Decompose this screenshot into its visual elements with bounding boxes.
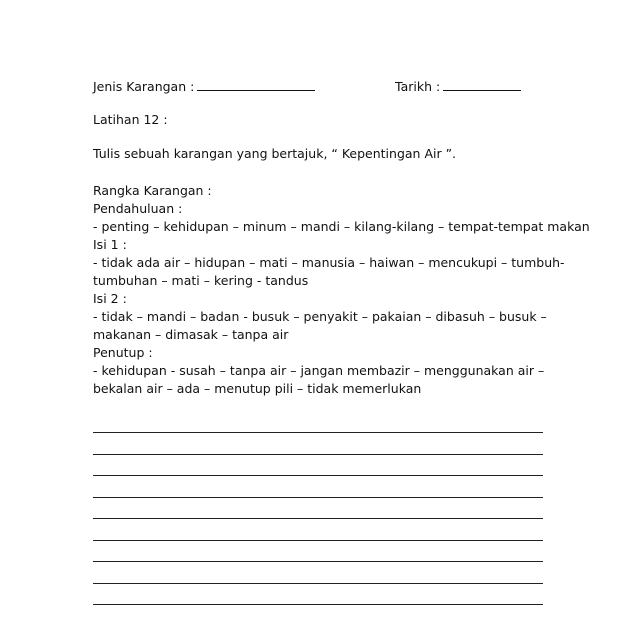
writing-line: [93, 432, 543, 433]
tarikh-label: Tarikh :: [395, 79, 441, 94]
outline-line: tumbuhan – mati – kering - tandus: [93, 273, 309, 288]
outline-line: Isi 2 :: [93, 291, 127, 306]
jenis-karangan-blank: [197, 89, 315, 91]
tarikh-blank: [443, 89, 521, 91]
tarikh-field: [395, 77, 521, 97]
jenis-karangan-label: Jenis Karangan :: [93, 79, 195, 94]
writing-line: [93, 497, 543, 498]
header-row: [93, 77, 543, 97]
exercise-title: Latihan 12 :: [93, 112, 168, 127]
outline-line: makanan – dimasak – tanpa air: [93, 327, 289, 342]
writing-line: [93, 583, 543, 584]
writing-line: [93, 518, 543, 519]
writing-line: [93, 561, 543, 562]
writing-area: [93, 432, 543, 626]
outline-line: - kehidupan - susah – tanpa air – jangan membazir – menggunakan air –: [93, 363, 545, 378]
instruction-text: Tulis sebuah karangan yang bertajuk, “ Kepentingan Air ”.: [93, 146, 457, 161]
outline-line: bekalan air – ada – menutup pili – tidak memerlukan: [93, 381, 422, 396]
outline-section: [93, 182, 590, 398]
writing-line: [93, 475, 543, 476]
writing-line: [93, 604, 543, 605]
writing-line: [93, 540, 543, 541]
writing-line: [93, 454, 543, 455]
jenis-karangan-field: [93, 77, 315, 97]
outline-line: Penutup :: [93, 345, 153, 360]
outline-line: - tidak ada air – hidupan – mati – manusia – haiwan – mencukupi – tumbuh-: [93, 255, 565, 270]
outline-line: - tidak – mandi – badan - busuk – penyakit – pakaian – dibasuh – busuk –: [93, 309, 547, 324]
outline-line: - penting – kehidupan – minum – mandi – kilang-kilang – tempat-tempat makan: [93, 219, 590, 234]
outline-line: Pendahuluan :: [93, 201, 183, 216]
outline-line: Isi 1 :: [93, 237, 127, 252]
outline-title: Rangka Karangan :: [93, 183, 212, 198]
